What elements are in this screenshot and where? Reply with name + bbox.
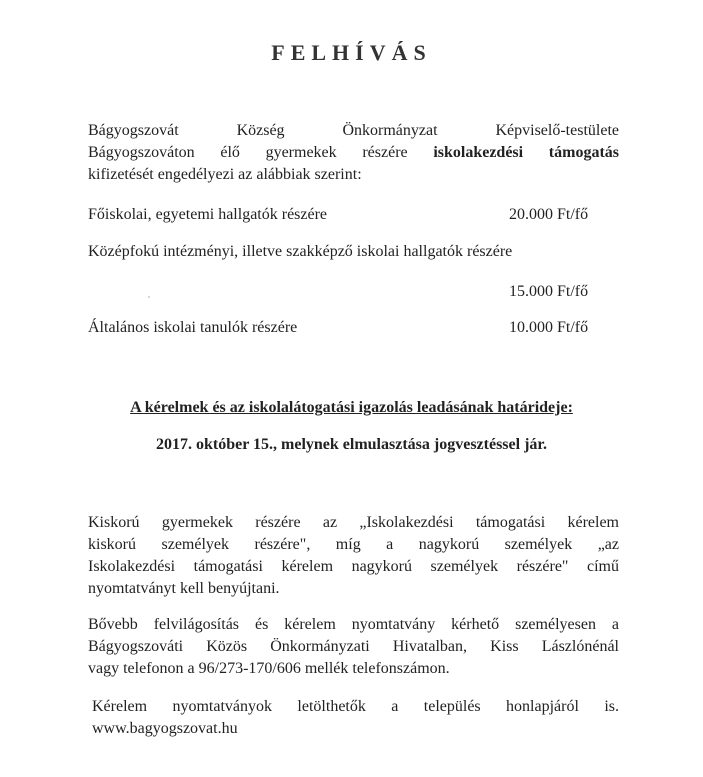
rate-amount: 10.000 Ft/fő [509,319,589,336]
download-paragraph [92,696,619,740]
rate-amount: 20.000 Ft/fő [509,206,589,223]
intro-paragraph [88,120,619,186]
rate-label: Általános iskolai tanulók részére [88,319,298,336]
info-paragraph [88,614,619,680]
paragraph-line: Kérelem nyomtatványok letölthetők a település honlapjáról is. [92,698,619,715]
intro-highlight: iskolakezdési támogatás [433,144,619,161]
intro-text: Bágyogszováton élő gyermekek részére [88,144,434,161]
intro-line: Bágyogszovát Község Önkormányzat Képviselő-testülete [88,122,619,139]
paragraph-line: Bágyogszováti Közös Önkormányzati Hivatalban, Kiss Lászlónénál [88,638,619,655]
page-title: FELHÍVÁS [271,40,432,65]
scan-speck [148,296,150,298]
paragraph-line: Kiskorú gyermekek részére az „Iskolakezdési támogatási kérelem [88,514,619,531]
rate-label: Főiskolai, egyetemi hallgatók részére [88,206,328,223]
rate-amount: 15.000 Ft/fő [509,283,589,300]
intro-line: kifizetését engedélyezi az alábbiak szerint: [88,166,362,183]
forms-paragraph [88,512,619,600]
intro-line [88,142,619,164]
paragraph-line: Bővebb felvilágosítás és kérelem nyomtatvány kérhető személyesen a [88,616,619,633]
paragraph-line: Iskolakezdési támogatási kérelem nagykorú személyek részére" című [88,558,619,575]
paragraph-line: kiskorú személyek részére", míg a nagykorú személyek „az [88,536,619,553]
paragraph-line: vagy telefonon a 96/273-170/606 mellék telefonszámon. [88,660,450,677]
website-link[interactable]: www.bagyogszovat.hu [92,720,238,737]
rate-label: Középfokú intézményi, illetve szakképző iskolai hallgatók részére [88,243,513,260]
deadline-heading: A kérelmek és az iskolalátogatási igazolás leadásának határideje: [130,399,573,416]
deadline-date: 2017. október 15., melynek elmulasztása jogvesztéssel jár. [155,436,548,453]
paragraph-line: nyomtatványt kell benyújtani. [88,580,280,597]
